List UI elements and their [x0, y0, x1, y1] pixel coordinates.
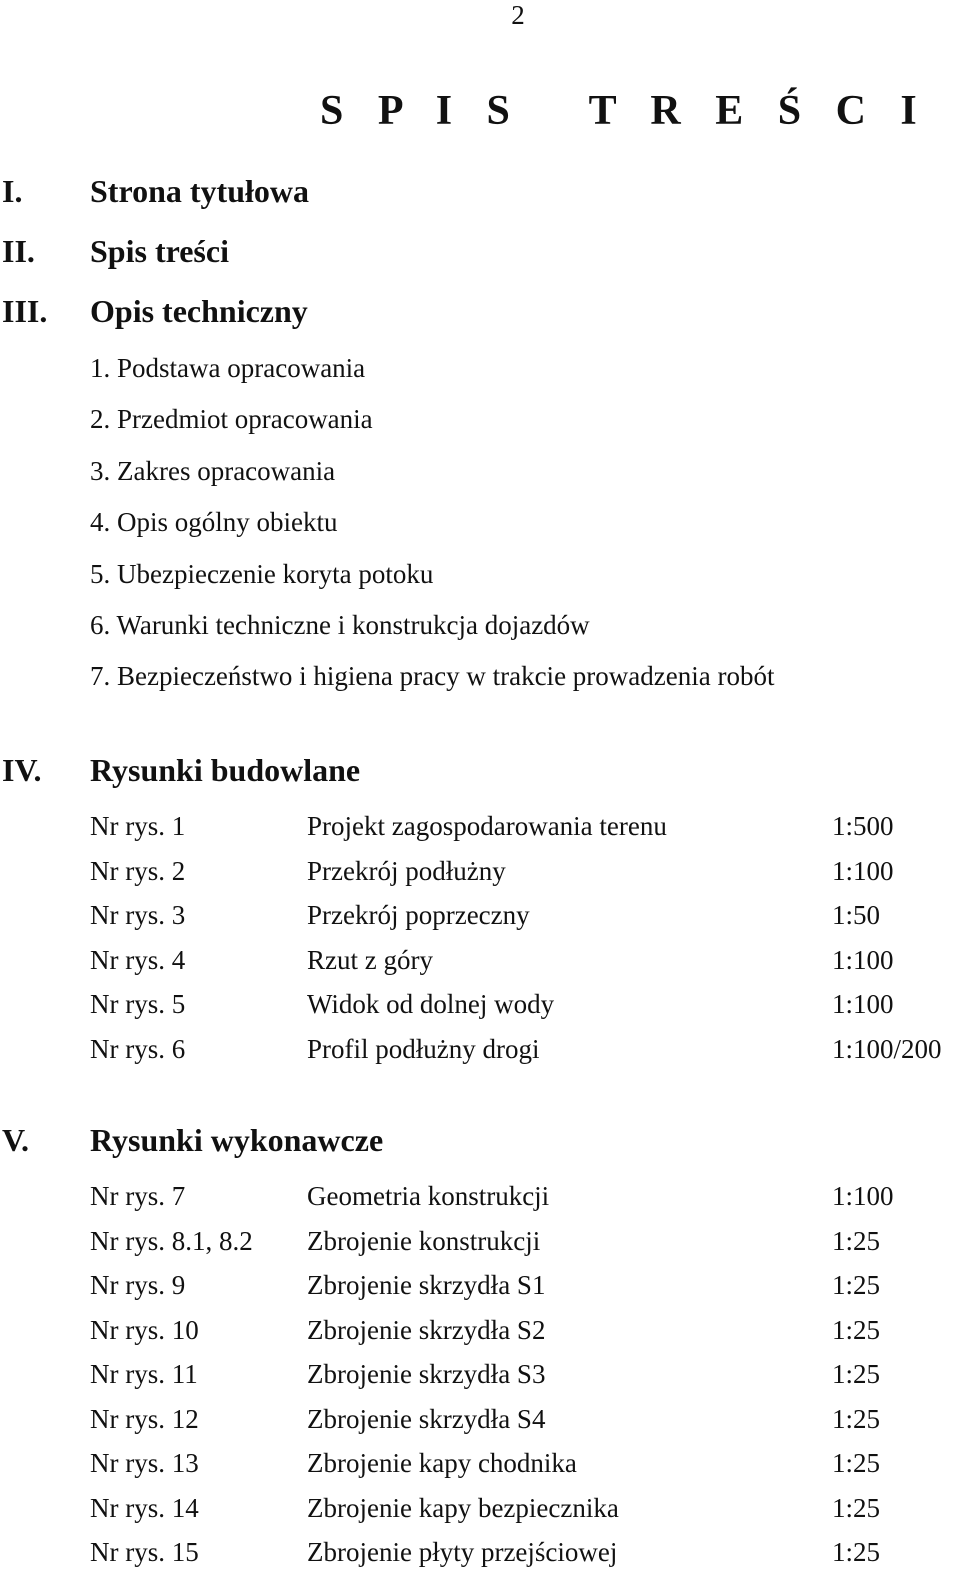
drawing-row: [0, 1223, 960, 1268]
construction-drawings-list: [0, 808, 960, 1075]
drawing-title: Zbrojenie skrzydła S4: [307, 1403, 546, 1434]
drawing-number: Nr rys. 9: [90, 1270, 186, 1300]
section-number: I.: [2, 173, 23, 209]
drawing-row: [0, 1267, 960, 1312]
section-title: Rysunki wykonawcze: [90, 1122, 384, 1158]
drawing-scale: 1:25: [832, 1537, 881, 1567]
drawing-row: [0, 942, 960, 987]
drawing-number: Nr rys. 5: [90, 989, 186, 1019]
page-number: 2: [511, 0, 525, 30]
drawing-row: [0, 1356, 960, 1401]
drawing-number: Nr rys. 11: [90, 1359, 198, 1389]
drawing-scale: 1:25: [832, 1448, 881, 1478]
drawing-title: Przekrój poprzeczny: [307, 900, 530, 930]
drawing-title: Przekrój podłużny: [307, 855, 506, 886]
drawing-row: [0, 1490, 960, 1535]
section-title: Strona tytułowa: [90, 173, 309, 209]
section-number: IV.: [2, 752, 42, 788]
section-number: III.: [2, 293, 48, 329]
drawing-title: Zbrojenie kapy bezpiecznika: [307, 1492, 619, 1523]
drawing-row: [0, 853, 960, 898]
drawing-title: Widok od dolnej wody: [307, 989, 555, 1019]
drawing-row: [0, 1178, 960, 1223]
section-number: V.: [2, 1122, 29, 1158]
drawing-number: Nr rys. 13: [90, 1448, 199, 1478]
drawing-number: Nr rys. 3: [90, 900, 186, 930]
section-title: Rysunki budowlane: [90, 752, 361, 788]
drawing-row: [0, 1445, 960, 1490]
drawing-number: Nr rys. 6: [90, 1033, 186, 1064]
drawing-title: Zbrojenie płyty przejściowej: [307, 1537, 618, 1567]
drawing-row: [0, 808, 960, 853]
drawing-number: Nr rys. 4: [90, 944, 186, 975]
list-item: 5. Ubezpieczenie koryta potoku: [90, 558, 434, 589]
drawing-number: Nr rys. 8.1, 8.2: [90, 1225, 253, 1256]
list-item: 3. Zakres opracowania: [90, 455, 336, 486]
drawing-scale: 1:100/200: [832, 1033, 942, 1064]
execution-drawings-list: [0, 1178, 960, 1579]
list-item: 2. Przedmiot opracowania: [90, 404, 373, 435]
drawing-scale: 1:100: [832, 1181, 894, 1211]
drawing-title: Rzut z góry: [307, 944, 433, 975]
drawing-title: Geometria konstrukcji: [307, 1181, 550, 1211]
drawing-number: Nr rys. 15: [90, 1537, 199, 1567]
list-item: 7. Bezpieczeństwo i higiena pracy w trakcie prowadzenia robót: [90, 661, 775, 692]
drawing-row: [0, 1031, 960, 1076]
drawing-scale: 1:25: [832, 1270, 881, 1300]
drawing-number: Nr rys. 12: [90, 1403, 199, 1434]
drawing-row: [0, 1401, 960, 1446]
list-item: 1. Podstawa opracowania: [90, 353, 366, 383]
section-number: II.: [2, 233, 35, 269]
drawing-scale: 1:25: [832, 1225, 881, 1256]
drawing-number: Nr rys. 2: [90, 855, 186, 886]
drawing-title: Zbrojenie skrzydła S2: [307, 1314, 546, 1345]
drawing-scale: 1:25: [832, 1314, 881, 1345]
drawing-row: [0, 1534, 960, 1579]
list-item: 6. Warunki techniczne i konstrukcja dojazdów: [90, 609, 590, 640]
drawing-scale: 1:25: [832, 1359, 881, 1389]
drawing-row: [0, 897, 960, 942]
drawing-title: Zbrojenie kapy chodnika: [307, 1448, 577, 1478]
drawing-scale: 1:50: [832, 900, 881, 930]
drawing-title: Zbrojenie konstrukcji: [307, 1225, 541, 1256]
drawing-title: Profil podłużny drogi: [307, 1033, 540, 1064]
drawing-scale: 1:100: [832, 855, 894, 886]
drawing-scale: 1:500: [832, 811, 894, 841]
drawing-row: [0, 986, 960, 1031]
drawing-title: Projekt zagospodarowania terenu: [307, 811, 667, 841]
drawing-number: Nr rys. 10: [90, 1314, 199, 1345]
drawing-row: [0, 1312, 960, 1357]
drawing-scale: 1:100: [832, 989, 894, 1019]
drawing-title: Zbrojenie skrzydła S3: [307, 1359, 546, 1389]
drawing-scale: 1:25: [832, 1403, 881, 1434]
drawing-number: Nr rys. 7: [90, 1181, 186, 1211]
list-item: 4. Opis ogólny obiektu: [90, 507, 338, 538]
document-title: S P I S T R E Ś C I: [320, 88, 929, 134]
drawing-title: Zbrojenie skrzydła S1: [307, 1270, 546, 1300]
section-title: Spis treści: [90, 233, 229, 269]
section-title: Opis techniczny: [90, 293, 308, 329]
drawing-scale: 1:100: [832, 944, 894, 975]
drawing-number: Nr rys. 1: [90, 811, 186, 841]
technical-description-list: [90, 350, 774, 710]
drawing-scale: 1:25: [832, 1492, 881, 1523]
drawing-number: Nr rys. 14: [90, 1492, 199, 1523]
